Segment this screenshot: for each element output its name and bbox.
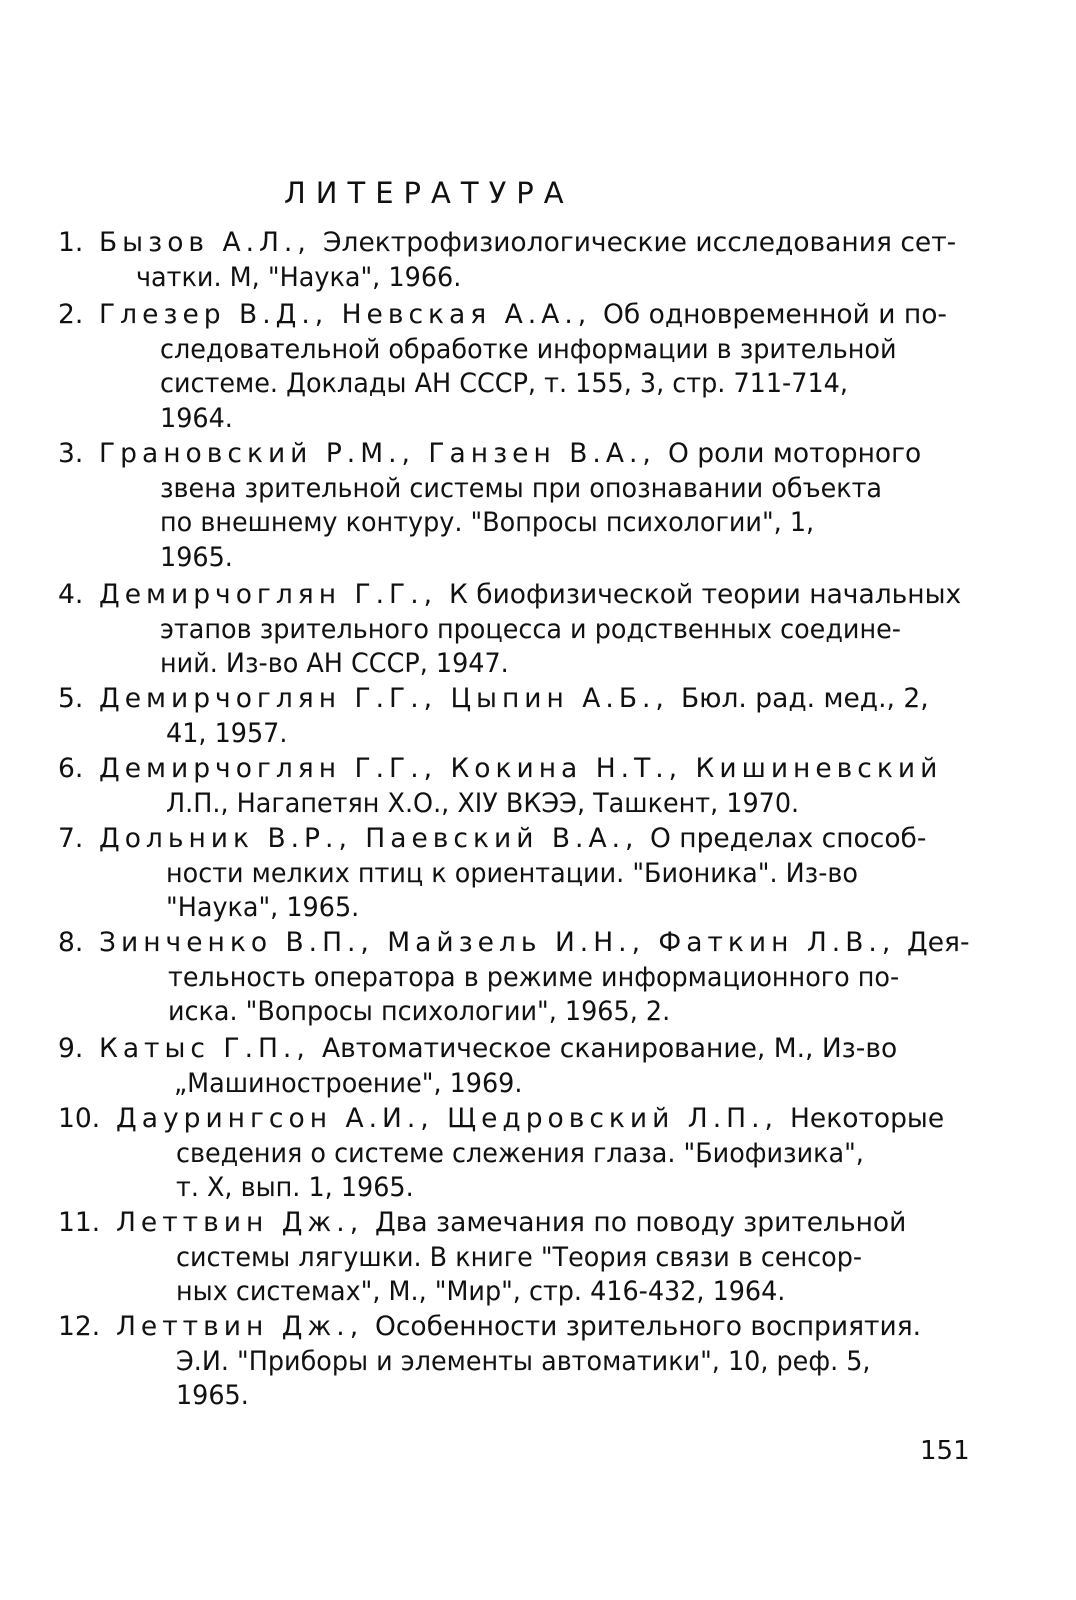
- reference-item: [0, 752, 1076, 821]
- reference-text-line: 1964.: [160, 402, 233, 434]
- reference-item: [0, 226, 1076, 295]
- reference-text-line: Электрофизиологические исследования сет-: [323, 227, 957, 258]
- reference-text-line: К биофизической теории начальных: [449, 579, 962, 610]
- reference-text-line: ности мелких птиц к ориентации. "Бионика". Из-во: [166, 857, 858, 889]
- page-title: ЛИТЕРАТУРА: [284, 176, 574, 210]
- reference-number: 7.: [58, 823, 84, 854]
- reference-number: 4.: [58, 579, 84, 610]
- reference-number: 12.: [58, 1311, 101, 1342]
- reference-item: [0, 822, 1076, 926]
- reference-item: [0, 926, 1076, 1030]
- reference-text-line: т. X, вып. 1, 1965.: [176, 1172, 414, 1204]
- reference-text-line: звена зрительной системы при опознавании объекта: [160, 472, 883, 504]
- reference-authors: Леттвин Дж.,: [116, 1311, 364, 1342]
- reference-number: 8.: [58, 927, 84, 958]
- reference-authors: Глезер В.Д., Невская А.А.,: [99, 299, 592, 330]
- reference-item: [0, 1310, 1076, 1414]
- reference-text-line: ний. Из-во АН СССР, 1947.: [160, 648, 509, 680]
- reference-item: [0, 1206, 1076, 1310]
- reference-authors: Демирчоглян Г.Г.,: [99, 579, 438, 610]
- reference-text-line: Некоторые: [790, 1103, 945, 1134]
- reference-text-line: Автоматическое сканирование, М., Из-во: [322, 1033, 898, 1064]
- reference-authors: Демирчоглян Г.Г., Кокина Н.Т., Кишиневский: [99, 753, 943, 784]
- reference-text-line: Л.П., Нагапетян Х.О., XIУ ВКЭЭ, Ташкент, 1970.: [166, 787, 800, 819]
- reference-number: 3.: [58, 438, 84, 469]
- reference-number: 2.: [58, 299, 84, 330]
- reference-authors: Демирчоглян Г.Г., Цыпин А.Б.,: [99, 683, 669, 714]
- reference-text-line: системе. Доклады АН СССР, т. 155, 3, стр. 711-714,: [160, 368, 848, 400]
- reference-text-line: "Наука", 1965.: [166, 892, 360, 924]
- reference-authors: Даурингсон А.И., Щедровский Л.П.,: [116, 1103, 778, 1134]
- reference-authors: Леттвин Дж.,: [116, 1207, 364, 1238]
- reference-number: 5.: [58, 683, 84, 714]
- reference-text-line: ных системах", М., "Мир", стр. 416-432, 1964.: [176, 1276, 786, 1308]
- reference-text-line: Два замечания по поводу зрительной: [375, 1207, 907, 1238]
- reference-text-line: 1965.: [160, 541, 233, 573]
- reference-text-line: Э.И. "Приборы и элементы автоматики", 10, реф. 5,: [176, 1345, 871, 1377]
- reference-text-line: О роли моторного: [668, 438, 922, 469]
- reference-authors: Зинченко В.П., Майзель И.Н., Фаткин Л.В.,: [99, 927, 896, 958]
- reference-number: 1.: [58, 227, 84, 258]
- reference-text-line: чатки. М, "Наука", 1966.: [136, 261, 462, 293]
- reference-text-line: О пределах способ-: [650, 823, 927, 854]
- reference-item: [0, 1032, 1076, 1101]
- reference-text-line: этапов зрительного процесса и родственных соедине-: [160, 613, 901, 645]
- reference-text-line: следовательной обработке информации в зрительной: [160, 333, 897, 365]
- reference-text-line: „Машиностроение", 1969.: [174, 1067, 523, 1099]
- reference-authors: Бызов А.Л.,: [99, 227, 311, 258]
- reference-item: [0, 1102, 1076, 1206]
- reference-number: 10.: [58, 1103, 101, 1134]
- reference-text-line: Бюл. рад. мед., 2,: [681, 683, 929, 714]
- reference-item: [0, 682, 1076, 751]
- reference-text-line: по внешнему контуру. "Вопросы психологии", 1,: [160, 507, 815, 539]
- reference-number: 9.: [58, 1033, 84, 1064]
- reference-authors: Грановский Р.М., Ганзен В.А.,: [99, 438, 656, 469]
- reference-text-line: Об одновременной и по-: [603, 299, 947, 330]
- reference-item: [0, 578, 1076, 682]
- reference-text-line: иска. "Вопросы психологии", 1965, 2.: [168, 996, 671, 1028]
- reference-item: [0, 298, 1076, 436]
- reference-text-line: сведения о системе слежения глаза. "Биофизика",: [176, 1137, 864, 1169]
- reference-text-line: Дея-: [907, 927, 970, 958]
- reference-item: [0, 437, 1076, 575]
- reference-authors: Дольник В.Р., Паевский В.А.,: [99, 823, 639, 854]
- reference-text-line: тельность оператора в режиме информационного по-: [168, 961, 900, 993]
- reference-text-line: 41, 1957.: [166, 717, 288, 749]
- reference-text-line: системы лягушки. В книге "Теория связи в сенсор-: [176, 1241, 863, 1273]
- reference-number: 6.: [58, 753, 84, 784]
- reference-number: 11.: [58, 1207, 101, 1238]
- reference-text-line: Особенности зрительного восприятия.: [375, 1311, 922, 1342]
- reference-text-line: 1965.: [176, 1380, 249, 1412]
- page-number: 151: [920, 1436, 970, 1466]
- reference-authors: Катыс Г.П.,: [99, 1033, 310, 1064]
